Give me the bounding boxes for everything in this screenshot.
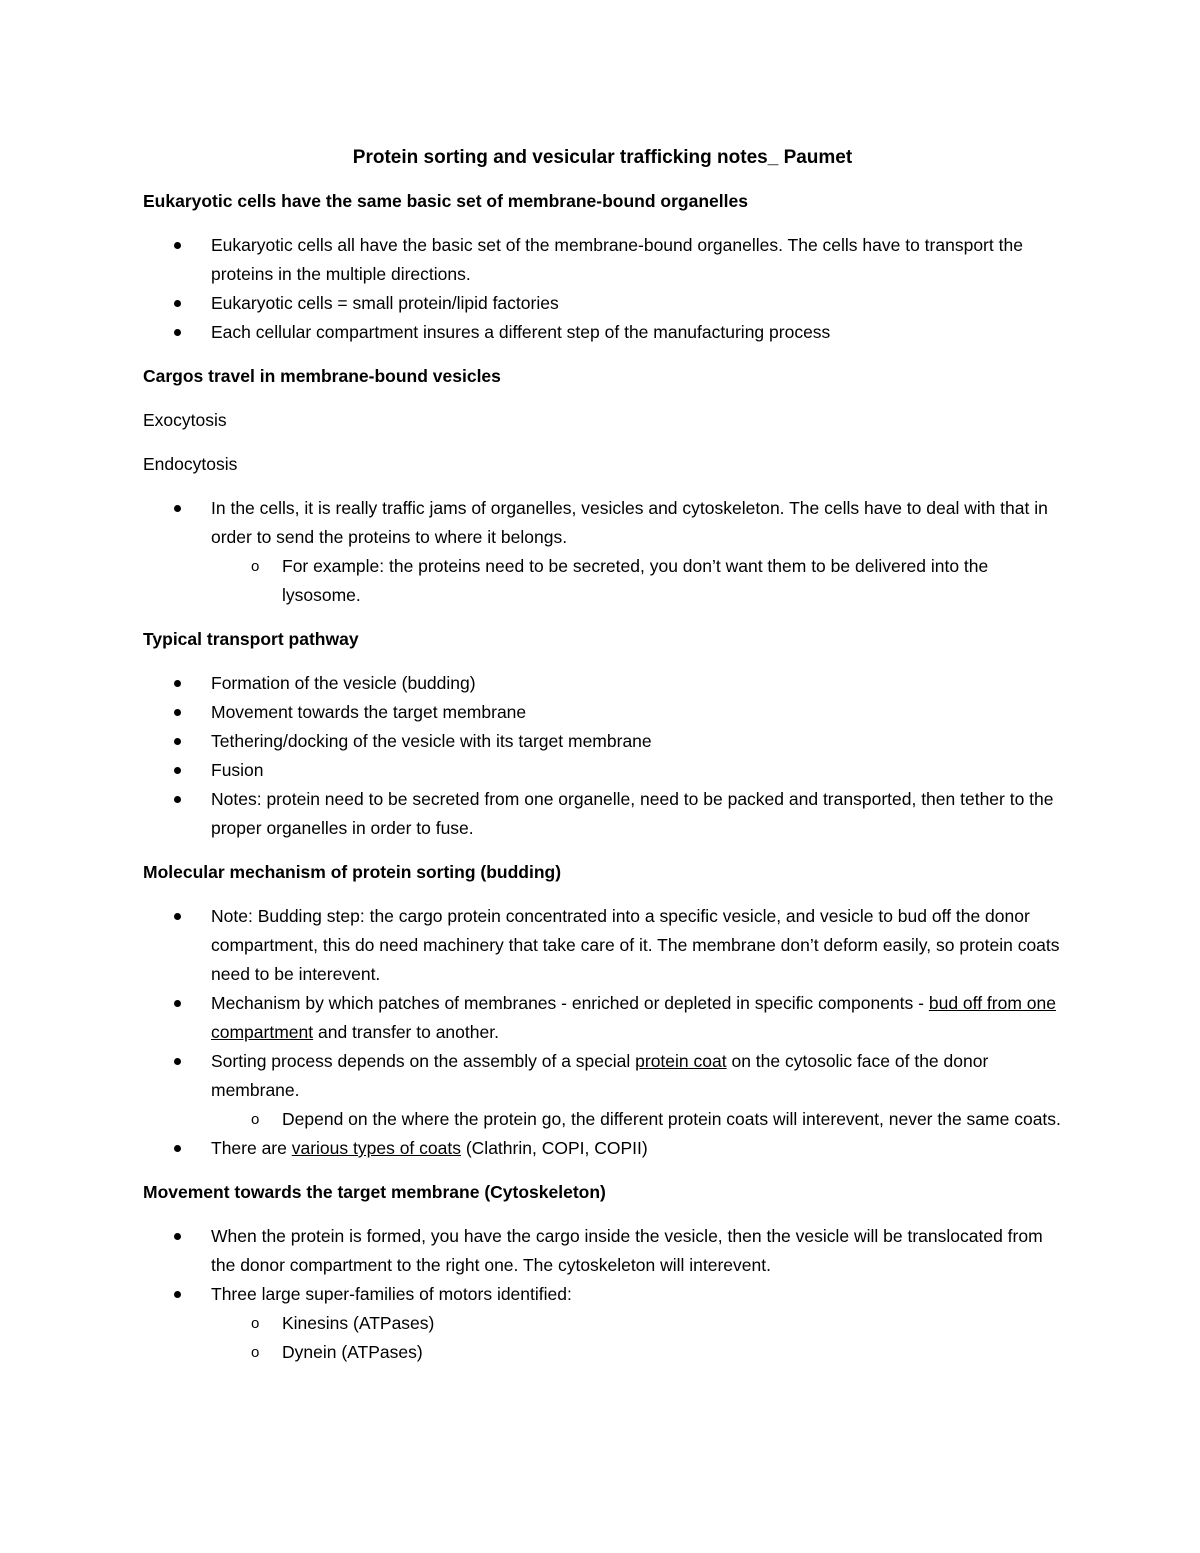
list-item-text: on the cytosolic face of the donor membrane. <box>211 1051 989 1100</box>
list-item-text: In the cells, it is really traffic jams of organelles, vesicles and cytoskeleton. The cells have to deal with that in order to send the proteins to where it belongs. <box>211 498 1048 547</box>
bullet-icon <box>174 709 181 716</box>
bullet-icon <box>174 300 181 307</box>
bullet-icon <box>174 1058 181 1065</box>
list-item <box>143 231 1062 289</box>
list-item-text: Fusion <box>211 760 264 780</box>
document-title: Protein sorting and vesicular trafficking notes_ Paumet <box>352 147 853 168</box>
bullet-list-cargos <box>143 494 1062 610</box>
underlined-text: protein coat <box>635 1051 727 1071</box>
list-item-text: and transfer to another. <box>313 1022 499 1042</box>
list-item-text: Three large super-families of motors identified: <box>211 1284 572 1304</box>
section-heading-budding: Molecular mechanism of protein sorting (budding) <box>143 862 562 882</box>
bullet-icon <box>174 738 181 745</box>
bullet-icon <box>174 913 181 920</box>
list-item-text: When the protein is formed, you have the cargo inside the vesicle, then the vesicle will be translocated from the donor compartment to the right one. The cytoskeleton will interevent. <box>211 1226 1043 1275</box>
sub-list-item <box>143 1105 1062 1134</box>
circle-bullet-icon: o <box>251 1111 260 1128</box>
list-item-text: Eukaryotic cells = small protein/lipid factories <box>211 293 559 313</box>
list-item <box>143 1280 1062 1367</box>
list-item <box>143 727 1062 756</box>
section-heading-organelles: Eukaryotic cells have the same basic set of membrane-bound organelles <box>143 191 748 211</box>
list-item-text: Sorting process depends on the assembly of a special <box>211 1051 636 1071</box>
list-item-text: Each cellular compartment insures a different step of the manufacturing process <box>211 322 831 342</box>
sub-list-item-text: Kinesins (ATPases) <box>282 1313 435 1333</box>
list-item <box>143 318 1062 347</box>
sub-list-item-text: Depend on the where the protein go, the different protein coats will interevent, never the same coats. <box>282 1109 1061 1129</box>
bullet-list-organelles <box>143 231 1062 347</box>
list-item <box>143 1047 1062 1134</box>
list-item <box>143 902 1062 989</box>
bullet-icon <box>174 1145 181 1152</box>
list-item <box>143 989 1062 1047</box>
list-item <box>143 756 1062 785</box>
list-item-text: Note: Budding step: the cargo protein concentrated into a specific vesicle, and vesicle to bud off the donor compartment, this do need machinery that take care of it. The membrane don’t deform easily, so protein coats need to be interevent. <box>211 906 1060 984</box>
bullet-icon <box>174 680 181 687</box>
sub-list-item-text: For example: the proteins need to be secreted, you don’t want them to be delivered into the lysosome. <box>282 556 989 605</box>
list-item-text: Movement towards the target membrane <box>211 702 527 722</box>
bullet-icon <box>174 767 181 774</box>
bullet-icon <box>174 242 181 249</box>
bullet-icon <box>174 1000 181 1007</box>
underlined-text: bud off from one compartment <box>211 993 1056 1042</box>
sub-list-item-text: Dynein (ATPases) <box>282 1342 423 1362</box>
list-item <box>143 698 1062 727</box>
sub-list-item <box>143 1338 1062 1367</box>
section-heading-transport-pathway: Typical transport pathway <box>143 629 359 649</box>
sub-list-item <box>143 552 1062 610</box>
paragraph-endocytosis: Endocytosis <box>143 454 238 474</box>
bullet-list-transport-pathway <box>143 669 1062 843</box>
list-item-text: There are <box>211 1138 292 1158</box>
bullet-icon <box>174 505 181 512</box>
list-item <box>143 669 1062 698</box>
bullet-list-budding <box>143 902 1062 1163</box>
circle-bullet-icon: o <box>251 1344 260 1361</box>
sub-list <box>211 552 1062 610</box>
sub-list-item <box>143 1309 1062 1338</box>
list-item-text: Eukaryotic cells all have the basic set of the membrane-bound organelles. The cells have to transport the proteins in the multiple directions. <box>211 235 1023 284</box>
list-item-text: Formation of the vesicle (budding) <box>211 673 476 693</box>
bullet-icon <box>174 1291 181 1298</box>
section-heading-cytoskeleton: Movement towards the target membrane (Cytoskeleton) <box>143 1182 606 1202</box>
section-heading-cargos: Cargos travel in membrane-bound vesicles <box>143 366 501 386</box>
underlined-text: various types of coats <box>291 1138 461 1158</box>
bullet-icon <box>174 329 181 336</box>
list-item <box>143 785 1062 843</box>
list-item-text: (Clathrin, COPI, COPII) <box>460 1138 648 1158</box>
list-item-text: Tethering/docking of the vesicle with its target membrane <box>211 731 652 751</box>
sub-list <box>211 1309 1062 1367</box>
bullet-icon <box>174 1233 181 1240</box>
bullet-icon <box>174 796 181 803</box>
list-item <box>143 1134 1062 1163</box>
list-item-text: Notes: protein need to be secreted from one organelle, need to be packed and transported, then tether to the proper organelles in order to fuse. <box>211 789 1054 838</box>
circle-bullet-icon: o <box>251 558 260 575</box>
list-item <box>143 1222 1062 1280</box>
list-item-text: Mechanism by which patches of membranes - enriched or depleted in specific components - <box>211 993 929 1013</box>
sub-list <box>211 1105 1062 1134</box>
bullet-list-cytoskeleton <box>143 1222 1062 1367</box>
list-item <box>143 494 1062 610</box>
paragraph-exocytosis: Exocytosis <box>143 410 227 430</box>
circle-bullet-icon: o <box>251 1315 260 1332</box>
list-item <box>143 289 1062 318</box>
